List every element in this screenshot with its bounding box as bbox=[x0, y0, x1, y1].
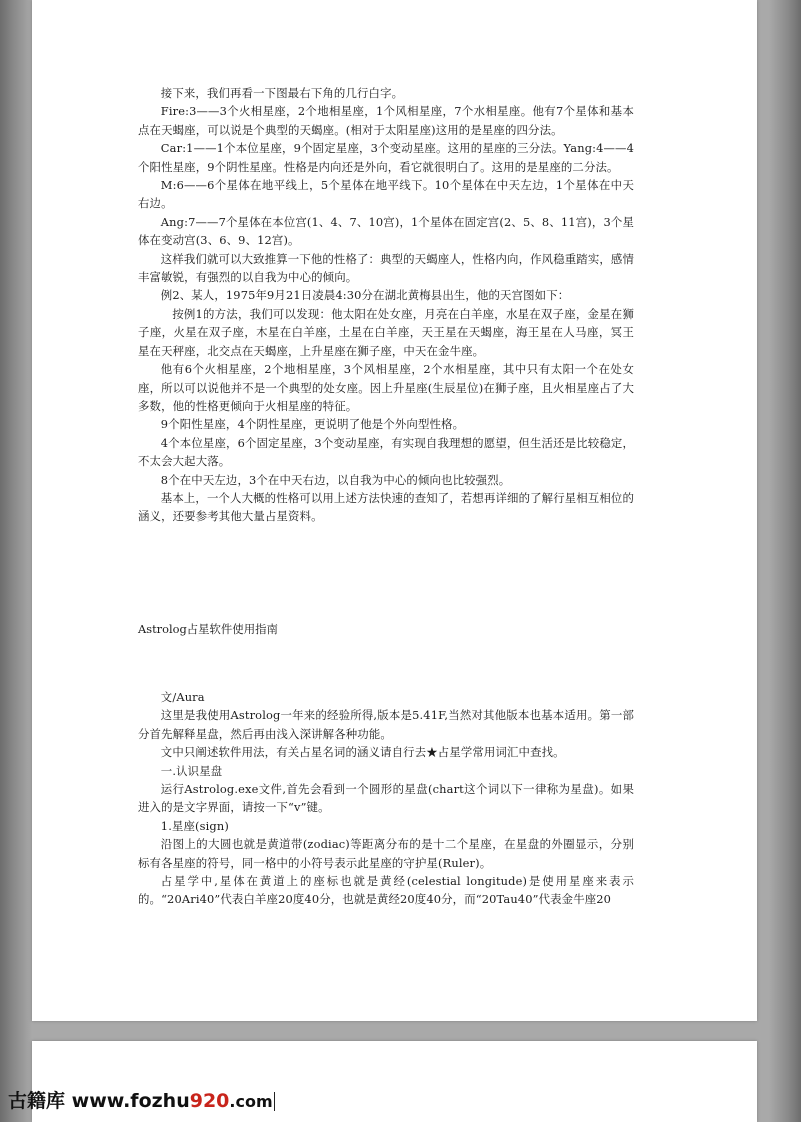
document-page bbox=[32, 0, 757, 1021]
section-title: Astrolog占星软件使用指南 bbox=[138, 622, 278, 636]
subheading: 1.星座(sign) bbox=[160, 818, 229, 833]
watermark-url-suffix: .com bbox=[229, 1092, 273, 1111]
author-line: 文/Aura bbox=[160, 690, 205, 704]
paragraph: Car:1——1个本位星座，9个固定星座，3个变动星座。这用的星座的三分法。Yang:4——4个阳性星座，9个阴性星座。性格是内向还是外向，看它就很明白了。这用的是星座的二分法。 bbox=[138, 141, 634, 174]
paragraph: 沿图上的大圆也就是黄道带(zodiac)等距离分布的是十二个星座，在星盘的外圈显示，分别标有各星座的符号，同一格中的小符号表示此星座的守护星(Ruler)。 bbox=[138, 837, 634, 870]
paragraph: 文中只阐述软件用法，有关占星名词的涵义请自行去★占星学常用词汇中查找。 bbox=[160, 745, 565, 760]
paragraph: Ang:7——7个星体在本位宫(1、4、7、10宫)，1个星体在固定宫(2、5、8、11宫)，3个星体在变动宫(3、6、9、12宫)。 bbox=[138, 214, 634, 248]
paragraph: M:6——6个星体在地平线上，5个星体在地平线下。10个星体在中天左边，1个星体在中天右边。 bbox=[138, 178, 634, 211]
body-text-lower bbox=[138, 688, 634, 909]
paragraph: 运行Astrolog.exe文件,首先会看到一个圆形的星盘(chart这个词以下一律称为星盘)。如果进入的是文字界面，请按一下“v”键。 bbox=[138, 782, 634, 815]
paragraph: 接下来，我们再看一下图最右下角的几行白字。 bbox=[160, 86, 404, 100]
paragraph: 4个本位星座，6个固定星座，3个变动星座，有实现自我理想的愿望，但生活还是比较稳定，不太会大起大落。 bbox=[138, 435, 634, 469]
site-watermark bbox=[8, 1086, 275, 1117]
paragraph: 这里是我使用Astrolog一年来的经验所得,版本是5.41F,当然对其他版本也基本适用。第一部分首先解释星盘，然后再由浅入深讲解各种功能。 bbox=[138, 708, 634, 741]
paragraph: 9个阳性星座，4个阴性星座，更说明了他是个外向型性格。 bbox=[160, 417, 465, 432]
watermark-url-number: 920 bbox=[189, 1090, 230, 1112]
paragraph: 基本上，一个人大概的性格可以用上述方法快速的查知了，若想再详细的了解行星相互相位的涵义，还要参考其他大量占星资料。 bbox=[138, 490, 634, 524]
watermark-url-prefix: www.fozhu bbox=[71, 1090, 190, 1112]
body-text-upper bbox=[138, 84, 634, 526]
paragraph: 例2、某人，1975年9月21日凌晨4:30分在湖北黄梅县出生，他的天宫图如下： bbox=[160, 288, 570, 303]
paragraph: 这样我们就可以大致推算一下他的性格了：典型的天蝎座人，性格内向，作风稳重踏实，感情丰富敏锐，有强烈的以自我为中心的倾向。 bbox=[138, 251, 634, 285]
watermark-site-name: 古籍库 bbox=[8, 1090, 66, 1112]
paragraph: 他有6个火相星座，2个地相星座，3个风相星座，2个水相星座，其中只有太阳一个在处女座，所以可以说他并不是一个典型的处女座。因上升星座(生辰星位)在狮子座，且火相星座占了大多数，他的性格更倾向于火相星座的特征。 bbox=[138, 362, 634, 413]
paragraph: 8个在中天左边，3个在中天右边，以自我为中心的倾向也比较强烈。 bbox=[160, 472, 511, 487]
paragraph: 按例1的方法，我们可以发现：他太阳在处女座，月亮在白羊座，水星在双子座，金星在狮子座，火星在双子座，木星在白羊座，土星在白羊座，天王星在天蝎座，海王星在人马座，冥王星在天秤座，北交点在天蝎座，上升星座在狮子座，中天在金牛座。 bbox=[138, 306, 634, 358]
paragraph: Fire:3——3个火相星座，2个地相星座，1个风相星座，7个水相星座。他有7个星体和基本点在天蝎座，可以说是个典型的天蝎座。(相对于太阳星座)这用的是星座的四分法。 bbox=[138, 104, 634, 137]
paragraph: 占星学中,星体在黄道上的座标也就是黄经(celestial longitude)是使用星座来表示的。“20Ari40”代表白羊座20度40分，也就是黄经20度40分，而“20Tau40”代表金牛座20 bbox=[138, 874, 634, 907]
subheading: 一.认识星盘 bbox=[160, 763, 223, 778]
